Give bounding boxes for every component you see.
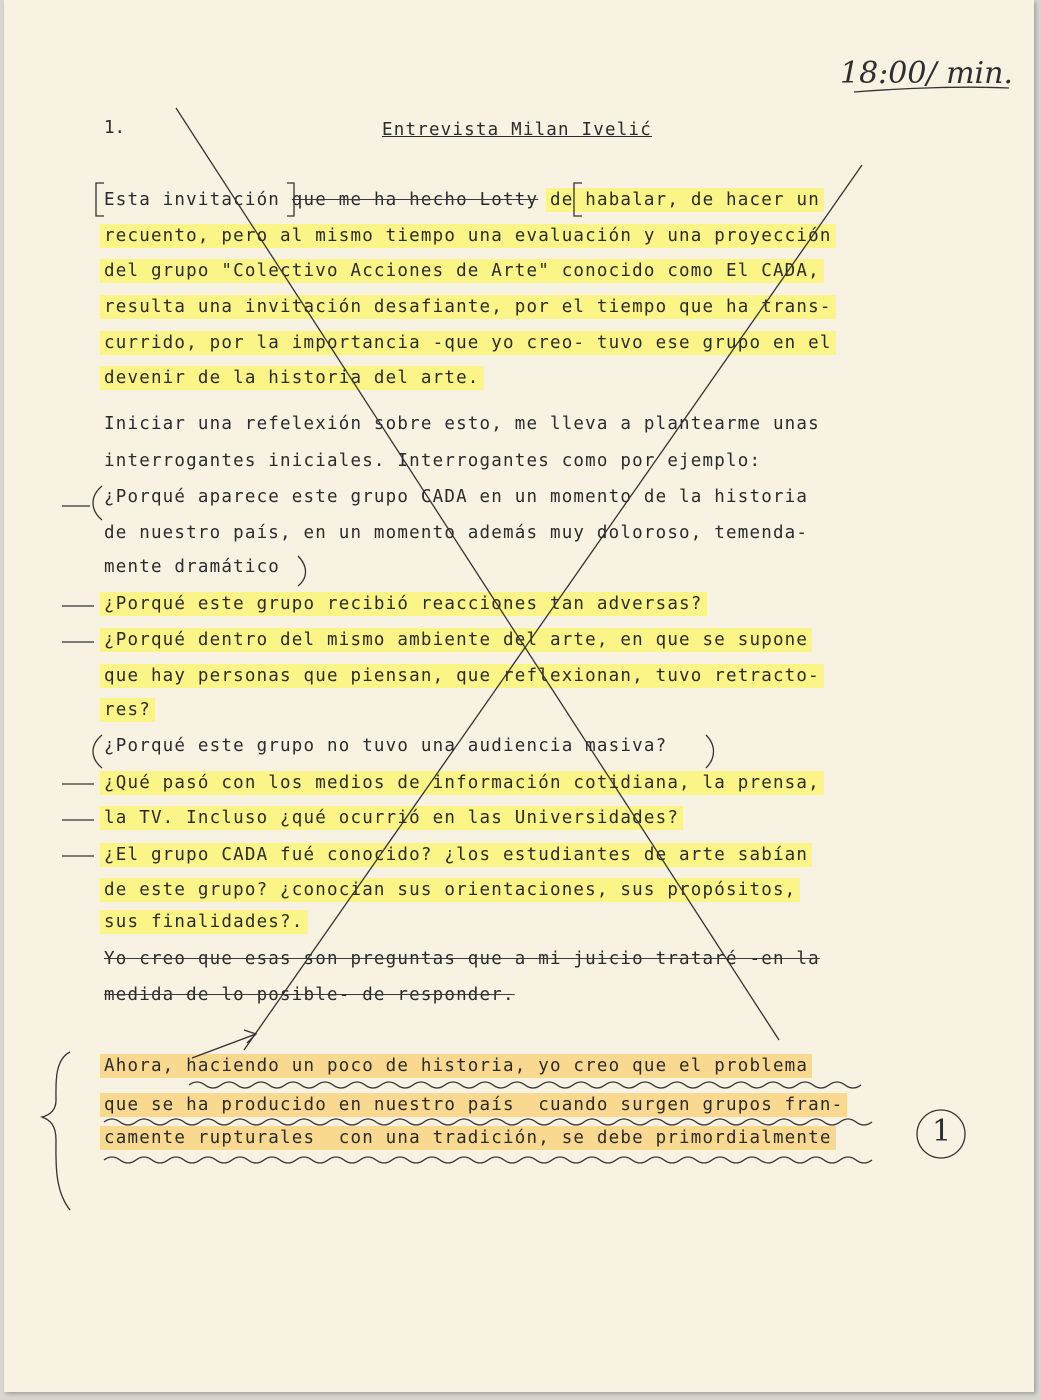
text-line-23: medida de lo posible- de responder.: [104, 985, 515, 1005]
handwritten-duration-note: 18:00/ min.: [840, 56, 1013, 91]
text-line-8: interrogantes iniciales. Interrogantes como por ejemplo:: [104, 451, 762, 471]
text-line-10: de nuestro país, en un momento además muy doloroso, temenda-: [104, 523, 809, 543]
text-line-5: currido, por la importancia -que yo creo- tuvo ese grupo en el: [104, 333, 836, 353]
text-line-14: que hay personas que piensan, que reflexionan, tuvo retracto-: [104, 666, 824, 686]
page-number: 1.: [104, 118, 126, 138]
text-line-20: de este grupo? ¿conocian sus orientaciones, sus propósitos,: [104, 880, 800, 900]
circled-page-number: 1: [932, 1114, 952, 1149]
text-line-25: que se ha producido en nuestro país cuando surgen grupos fran-: [104, 1095, 847, 1115]
text-line-22: Yo creo que esas son preguntas que a mi juicio trataré -en la: [104, 949, 820, 969]
highlighted-segment: de habalar, de hacer un: [546, 188, 824, 212]
text-segment: Esta invitación: [104, 190, 281, 210]
text-line-19: ¿El grupo CADA fué conocido? ¿los estudiantes de arte sabían: [104, 845, 812, 865]
text-line-12: ¿Porqué este grupo recibió reacciones tan adversas?: [104, 594, 707, 614]
text-line-18: la TV. Incluso ¿qué ocurrió en las Universidades?: [104, 808, 683, 828]
text-line-16: ¿Porqué este grupo no tuvo una audiencia masiva?: [104, 736, 668, 756]
text-line-17: ¿Qué pasó con los medios de información cotidiana, la prensa,: [104, 773, 824, 793]
text-line-4: resulta una invitación desafiante, por el tiempo que ha trans-: [104, 297, 836, 317]
text-line-9: ¿Porqué aparece este grupo CADA en un momento de la historia: [104, 487, 809, 507]
text-line-11: mente dramático: [104, 557, 281, 577]
text-line-24: Ahora, haciendo un poco de historia, yo creo que el problema: [104, 1056, 812, 1076]
text-line-2: recuento, pero al mismo tiempo una evaluación y una proyección: [104, 226, 836, 246]
text-line-3: del grupo "Colectivo Acciones de Arte" conocido como El CADA,: [104, 261, 824, 281]
struck-segment: que me ha hecho Lotty: [291, 190, 539, 210]
document-page: [4, 0, 1034, 1392]
text-line-7: Iniciar una refelexión sobre esto, me lleva a plantearme unas: [104, 414, 820, 434]
text-line-6: devenir de la historia del arte.: [104, 368, 484, 388]
handwritten-marks: [4, 0, 1034, 1392]
text-line-26: camente rupturales con una tradición, se debe primordialmente: [104, 1128, 836, 1148]
text-line-13: ¿Porqué dentro del mismo ambiente del arte, en que se supone: [104, 630, 812, 650]
text-line-21: sus finalidades?.: [104, 912, 308, 932]
text-line-15: res?: [104, 700, 155, 720]
document-title: Entrevista Milan Ivelić: [382, 120, 652, 140]
